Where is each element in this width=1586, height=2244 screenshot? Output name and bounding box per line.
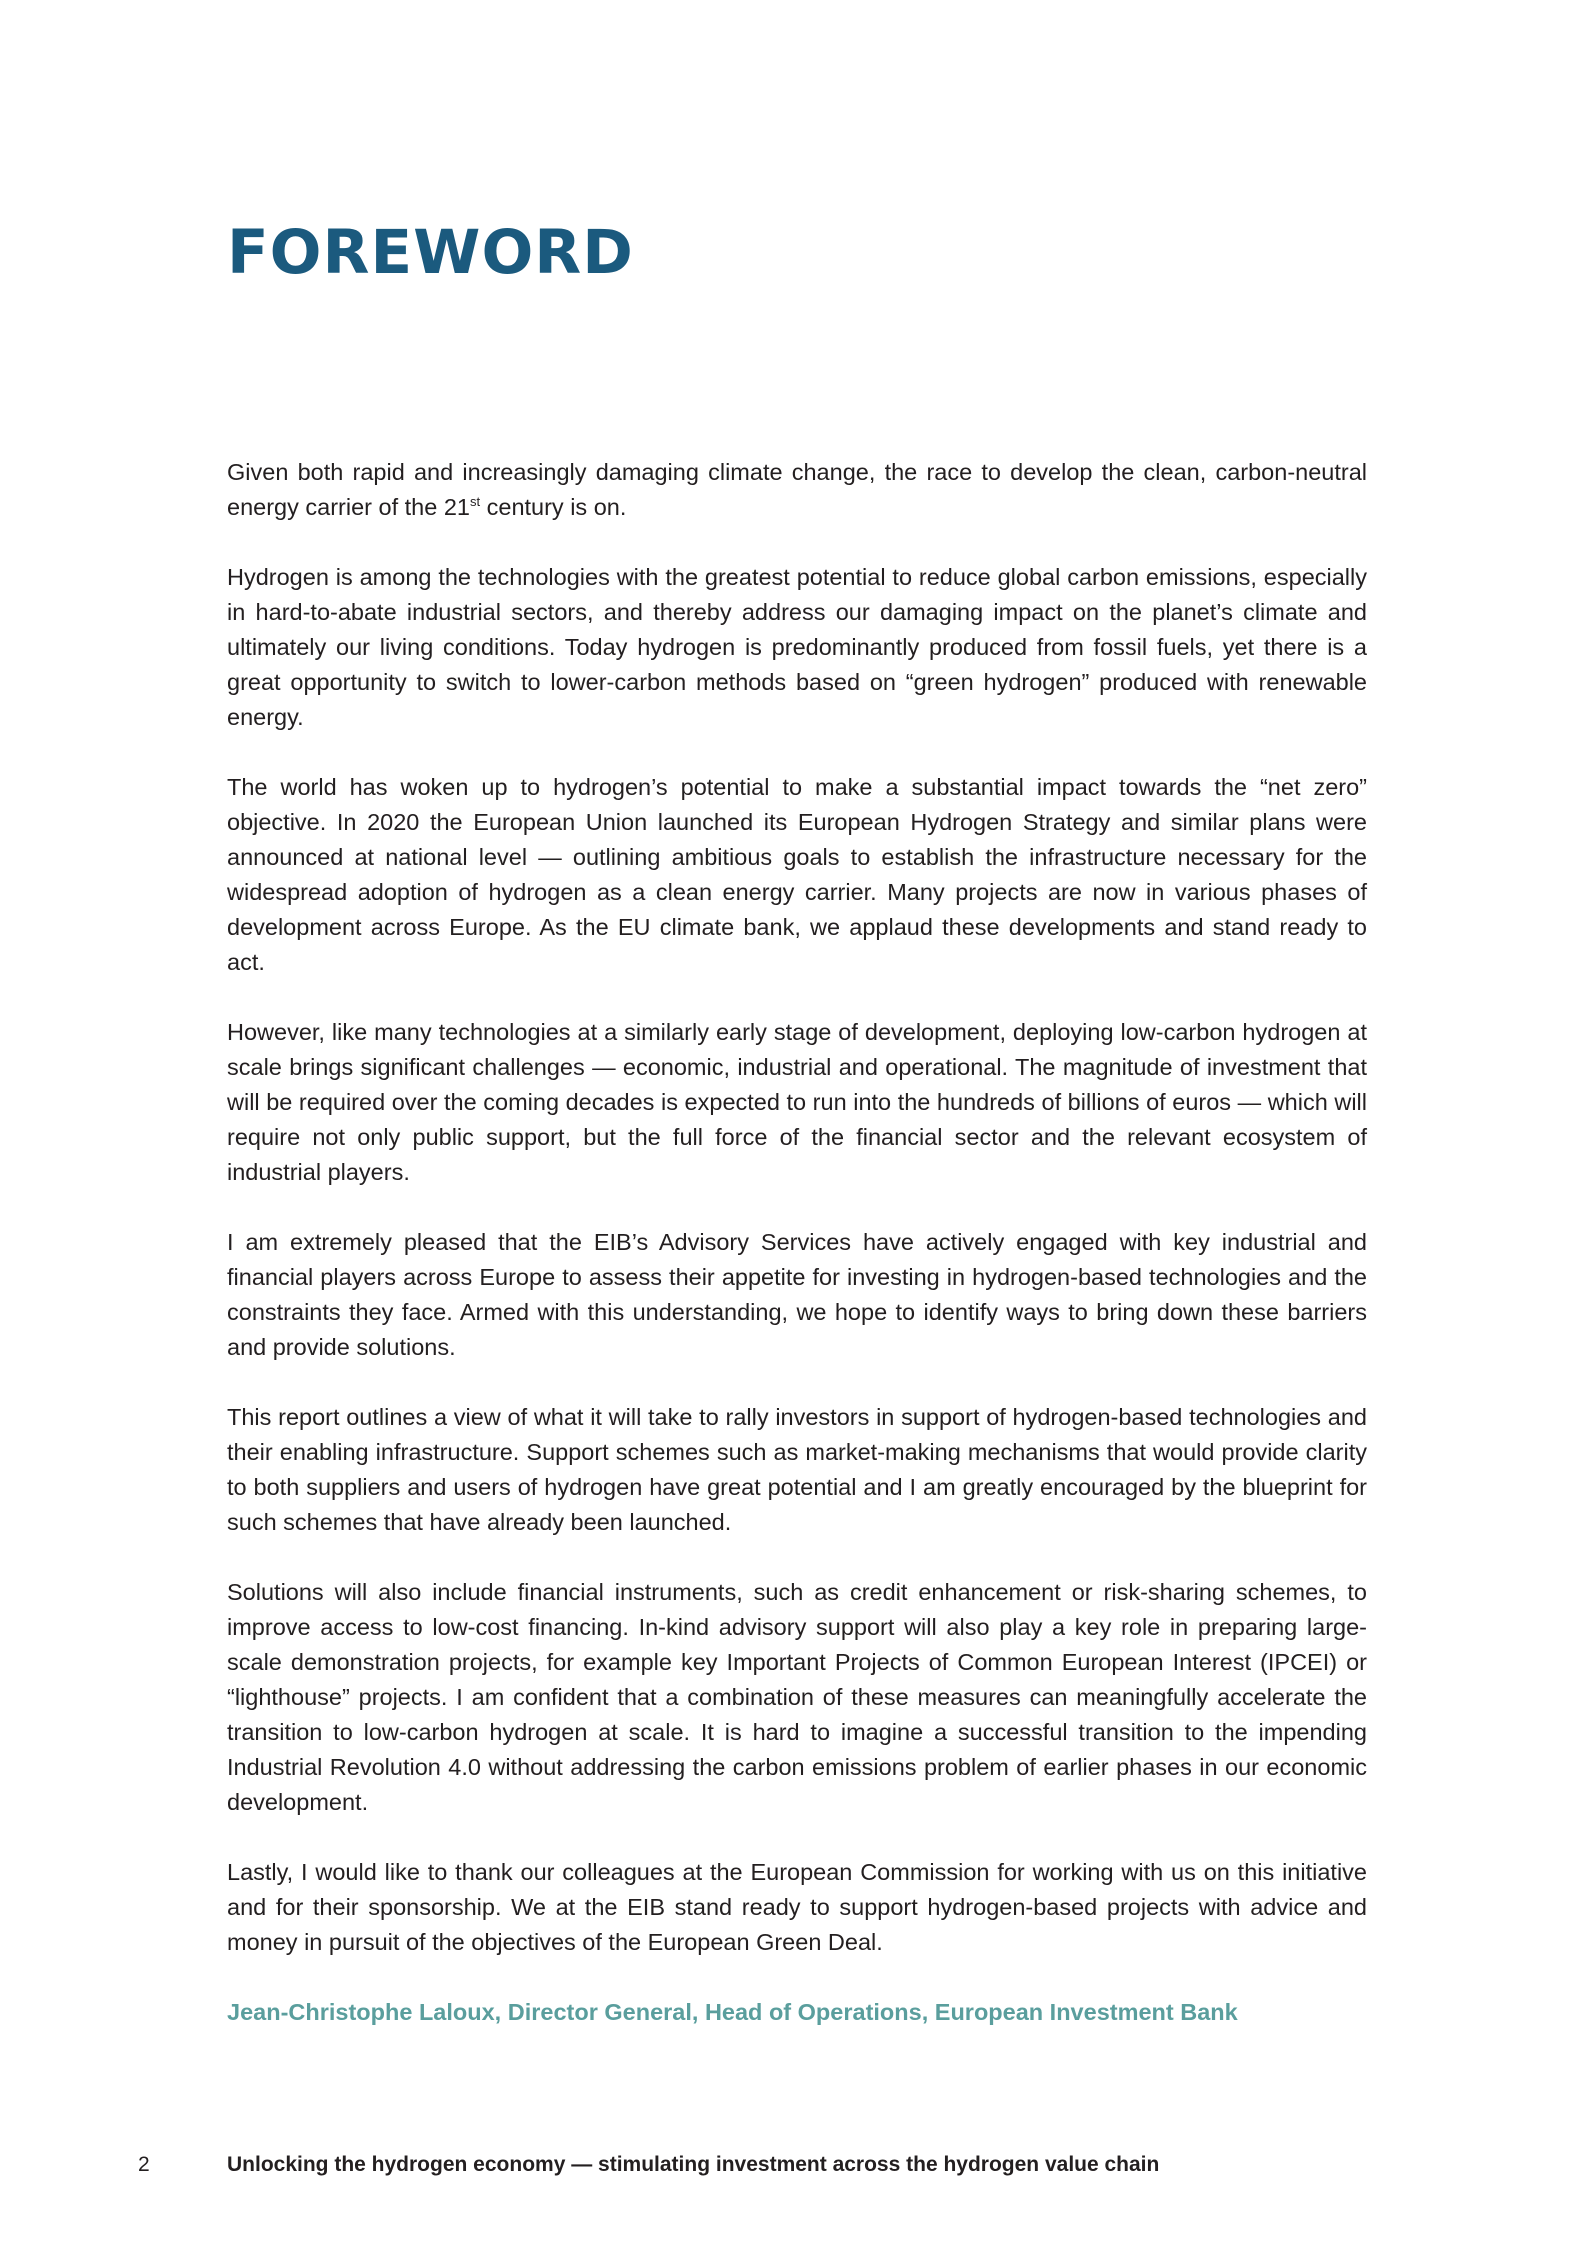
paragraph-3: The world has woken up to hydrogen’s potential to make a substantial impact towards the “net zero” objective. In 2020 the European Union launched its European Hydrogen Strategy and similar plans were announced at national level — outlining ambitious goals to establish the infrastructure necessary for the widespread adoption of hydrogen as a clean energy carrier. Many projects are now in various phases of development across Europe. As the EU climate bank, we applaud these developments and stand ready to act. (227, 774, 1367, 975)
page-title: FOREWORD (227, 217, 634, 288)
paragraph-2: Hydrogen is among the technologies with the greatest potential to reduce global carbon emissions, especially in hard-to-abate industrial sectors, and thereby address our damaging impact on the planet’s climate and ultimately our living conditions. Today hydrogen is predominantly produced from fossil fuels, yet there is a great opportunity to switch to lower-carbon methods based on “green hydrogen” produced with renewable energy. (227, 564, 1367, 730)
paragraph-1-text-end: century is on. (480, 494, 627, 520)
running-title: Unlocking the hydrogen economy — stimulating investment across the hydrogen value chain (227, 2153, 1160, 2176)
foreword-body (227, 455, 1367, 2065)
paragraph-7: Solutions will also include financial instruments, such as credit enhancement or risk-sharing schemes, to improve access to low-cost financing. In-kind advisory support will also play a key role in preparing large-scale demonstration projects, for example key Important Projects of Common European Interest (IPCEI) or “lighthouse” projects. I am confident that a combination of these measures can meaningfully accelerate the transition to low-carbon hydrogen at scale. It is hard to imagine a successful transition to the impending Industrial Revolution 4.0 without addressing the carbon emissions problem of earlier phases in our economic development. (227, 1579, 1367, 1815)
paragraph-1-text: Given both rapid and increasingly damaging climate change, the race to develop the clean, carbon-neutral energy carrier of the 21 (227, 459, 1367, 520)
signature: Jean-Christophe Laloux, Director General, Head of Operations, European Investment Bank (227, 1999, 1238, 2025)
ordinal-suffix: st (469, 494, 481, 510)
paragraph-8: Lastly, I would like to thank our colleagues at the European Commission for working with us on this initiative and for their sponsorship. We at the EIB stand ready to support hydrogen-based projects with advice and money in pursuit of the objectives of the European Green Deal. (227, 1859, 1367, 1955)
page-footer (0, 2150, 1586, 2180)
paragraph-6: This report outlines a view of what it will take to rally investors in support of hydrogen-based technologies and their enabling infrastructure. Support schemes such as market-making mechanisms that would provide clarity to both suppliers and users of hydrogen have great potential and I am greatly encouraged by the blueprint for such schemes that have already been launched. (227, 1404, 1367, 1535)
page-number: 2 (138, 2153, 150, 2176)
paragraph-4: However, like many technologies at a similarly early stage of development, deploying low-carbon hydrogen at scale brings significant challenges — economic, industrial and operational. The magnitude of investment that will be required over the coming decades is expected to run into the hundreds of billions of euros — which will require not only public support, but the full force of the financial sector and the relevant ecosystem of industrial players. (227, 1019, 1367, 1185)
paragraph-1 (227, 455, 1367, 525)
paragraph-5: I am extremely pleased that the EIB’s Advisory Services have actively engaged with key industrial and financial players across Europe to assess their appetite for investing in hydrogen-based technologies and the constraints they face. Armed with this understanding, we hope to identify ways to bring down these barriers and provide solutions. (227, 1229, 1367, 1360)
